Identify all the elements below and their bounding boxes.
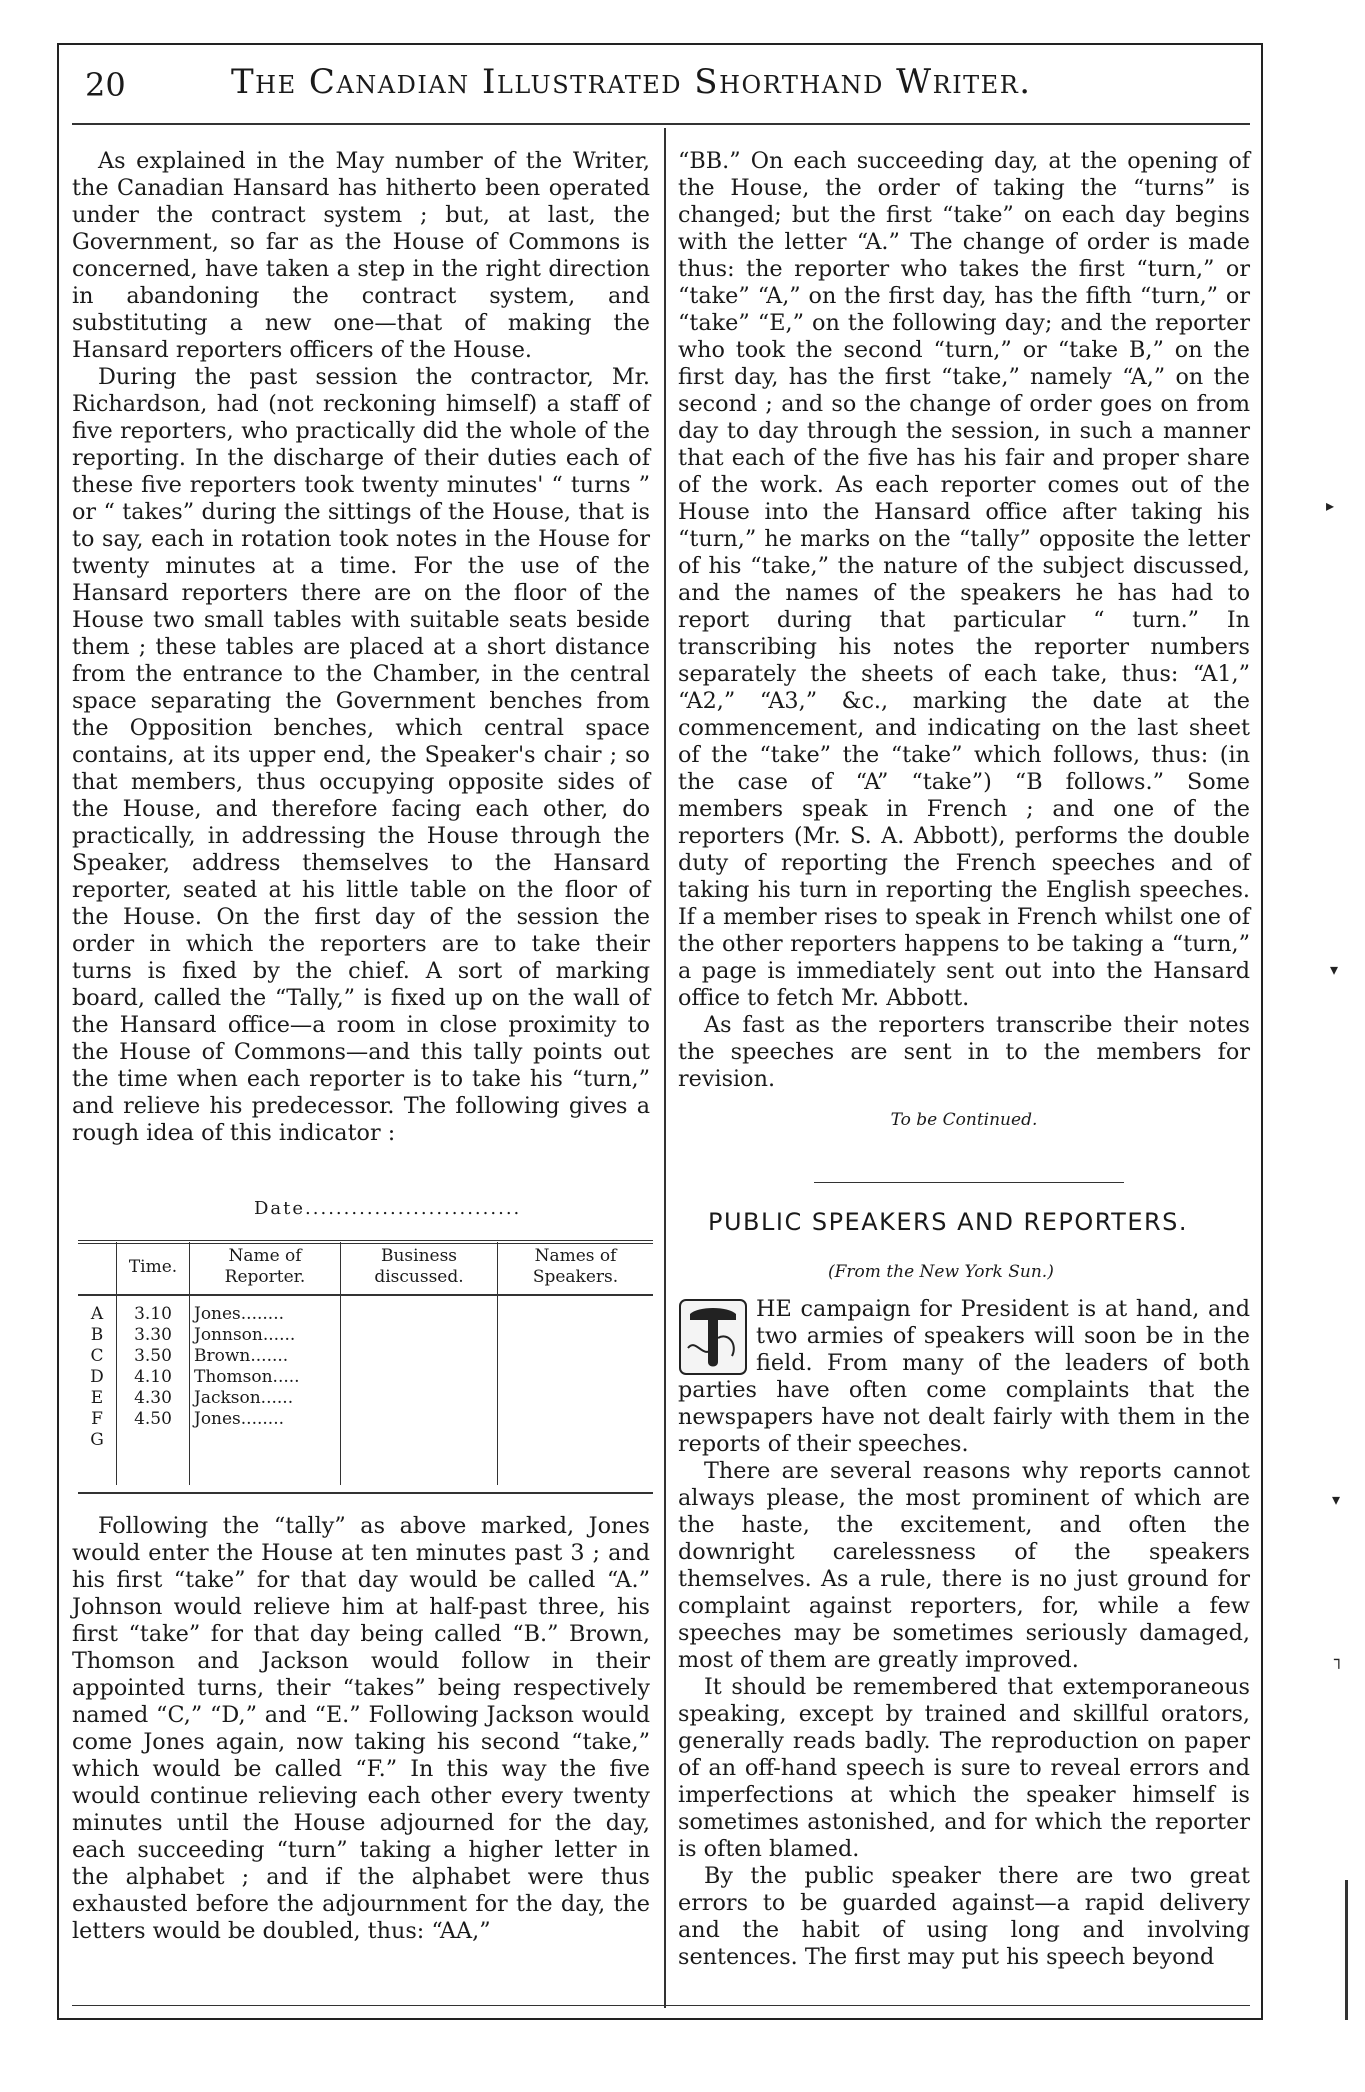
- paragraph: HE campaign for President is at hand, and two armies of speakers will soon be in the field. From many of the leaders of both parties have often come complaints that the newspapers have not dealt fairly with them in the reports of their speeches.: [678, 1296, 1250, 1457]
- margin-speck-icon: ┐: [1334, 1650, 1344, 1669]
- column-header: Names of Speakers.: [498, 1242, 654, 1295]
- margin-speck-icon: ▸: [1326, 496, 1335, 515]
- continued-note: To be Continued.: [890, 1110, 1038, 1130]
- tally-table: [78, 1242, 653, 1485]
- column-header: Business discussed.: [341, 1242, 498, 1295]
- table-bottom-rule: [78, 1492, 653, 1494]
- margin-rule: [1345, 1880, 1348, 2020]
- table-header-row: [78, 1242, 653, 1295]
- right-column-bottom: [678, 1296, 1250, 1971]
- dropcap-t-icon: [678, 1298, 748, 1376]
- left-column-top: [72, 148, 650, 1147]
- source-note: (From the New York Sun.): [828, 1262, 1054, 1282]
- date-label: Date............................: [254, 1198, 522, 1219]
- reporter-cell: Jones........ Jonnson...... Brown....... Thomson..... Jackson...... Jones........: [190, 1295, 341, 1485]
- page-number: 20: [85, 66, 126, 104]
- header-rule: [72, 123, 1250, 125]
- margin-speck-icon: ▾: [1332, 1490, 1341, 1509]
- left-column-bottom: [72, 1513, 650, 1945]
- section-title: PUBLIC SPEAKERS AND REPORTERS.: [708, 1208, 1189, 1236]
- paragraph: As explained in the May number of the Writer, the Canadian Hansard has hitherto been operated under the contract system ; but, at last, the Government, so far as the House of Commons is concerned, have taken a step in the right direction in abandoning the contract system, and substituting a new one—that of making the Hansard reporters officers of the House.: [72, 148, 650, 363]
- column-header: Time.: [117, 1242, 190, 1295]
- section-rule: [814, 1182, 1124, 1183]
- running-title: The Canadian Illustrated Shorthand Writer.: [231, 62, 1032, 102]
- column-header: [78, 1242, 117, 1295]
- time-cell: 3.10 3.30 3.50 4.10 4.30 4.50: [117, 1295, 190, 1485]
- speakers-cell: [498, 1295, 654, 1485]
- paragraph: As fast as the reporters transcribe their notes the speeches are sent in to the members for revision.: [678, 1012, 1250, 1092]
- paragraph: Following the “tally” as above marked, Jones would enter the House at ten minutes past 3 ; and his first “take” for that day would be called “A.” Johnson would relieve him at half-past three, his first “take” for that day being called “B.” Brown, Thomson and Jackson would follow in their appointed turns, their “takes” being respectively named “C,” “D,” and “E.” Following Jackson would come Jones again, now taking his second “take,” which would be called “F.” In this way the five would continue relieving each other every twenty minutes until the House adjourned for the day, each succeeding “turn” taking a higher letter in the alphabet ; and if the alphabet were thus exhausted before the adjournment for the day, the letters would be doubled, thus: “AA,”: [72, 1513, 650, 1944]
- paragraph: It should be remembered that extemporaneous speaking, except by trained and skillful orators, generally reads badly. The reproduction on paper of an off-hand speech is sure to reveal errors and imperfections at which the speaker himself is sometimes astonished, and for which the reporter is often blamed.: [678, 1674, 1250, 1862]
- paragraph: During the past session the contractor, Mr. Richardson, had (not reckoning himself) a staff of five reporters, who practically did the whole of the reporting. In the discharge of their duties each of these five reporters took twenty minutes' “ turns ” or “ takes” during the sittings of the House, that is to say, each in rotation took notes in the House for twenty minutes at a time. For the use of the Hansard reporters there are on the floor of the House two small tables with suitable seats beside them ; these tables are placed at a short distance from the entrance to the Chamber, in the central space separating the Government benches from the Opposition benches, which central space contains, at its upper end, the Speaker's chair ; so that members, thus occupying opposite sides of the House, and therefore facing each other, do practically, in addressing the House through the Speaker, address themselves to the Hansard reporter, seated at his little table on the floor of the House. On the first day of the session the order in which the reporters are to take their turns is fixed by the chief. A sort of marking board, called the “Tally,” is fixed up on the wall of the Hansard office—a room in close proximity to the House of Commons—and this tally points out the time when each reporter is to take his “turn,” and relieve his predecessor. The following gives a rough idea of this indicator :: [72, 364, 650, 1146]
- column-header: Name of Reporter.: [190, 1242, 341, 1295]
- letter-cell: A B C D E F G: [90, 1304, 104, 1450]
- footer-rule: [72, 2005, 1250, 2006]
- paragraph: “BB.” On each succeeding day, at the opening of the House, the order of taking the “turns” is changed; but the first “take” on each day begins with the letter “A.” The change of order is made thus: the reporter who takes the first “turn,” or “take” “A,” on the first day, has the fifth “turn,” or “take” “E,” on the following day; and the reporter who took the second “turn,” or “take B,” on the first day, has the first “take,” namely “A,” on the second ; and so the change of order goes on from day to day through the session, in such a manner that each of the five has his fair and proper share of the work. As each reporter comes out of the House into the Hansard office after taking his “turn,” he marks on the “tally” opposite the letter of his “take,” the nature of the subject discussed, and the names of the speakers he has had to report during that particular “ turn.” In transcribing his notes the reporter numbers separately the sheets of each take, thus: “A1,” “A2,” “A3,” &c., marking the date at the commencement, and indicating on the last sheet of the “take” the “take” which follows, thus: (in the case of “A” “take”) “B follows.” Some members speak in French ; and one of the reporters (Mr. S. A. Abbott), performs the double duty of reporting the French speeches and of taking his turn in reporting the English speeches. If a member rises to speak in French whilst one of the other reporters happens to be taking a “turn,” a page is immediately sent out into the Hansard office to fetch Mr. Abbott.: [678, 148, 1250, 1011]
- table-row: [78, 1295, 653, 1485]
- business-cell: [341, 1295, 498, 1485]
- paragraph: By the public speaker there are two great errors to be guarded against—a rapid delivery and the habit of using long and involving sentences. The first may put his speech beyond: [678, 1863, 1250, 1970]
- right-column-top: [678, 148, 1250, 1134]
- paragraph: There are several reasons why reports cannot always please, the most prominent of which are the haste, the excitement, and often the downright carelessness of the speakers themselves. As a rule, there is no just ground for complaint against reporters, for, while a few speeches may be sometimes seriously damaged, most of them are greatly improved.: [678, 1458, 1250, 1673]
- page-header: [57, 58, 1263, 128]
- margin-speck-icon: ▾: [1330, 960, 1339, 979]
- column-divider: [664, 128, 666, 2008]
